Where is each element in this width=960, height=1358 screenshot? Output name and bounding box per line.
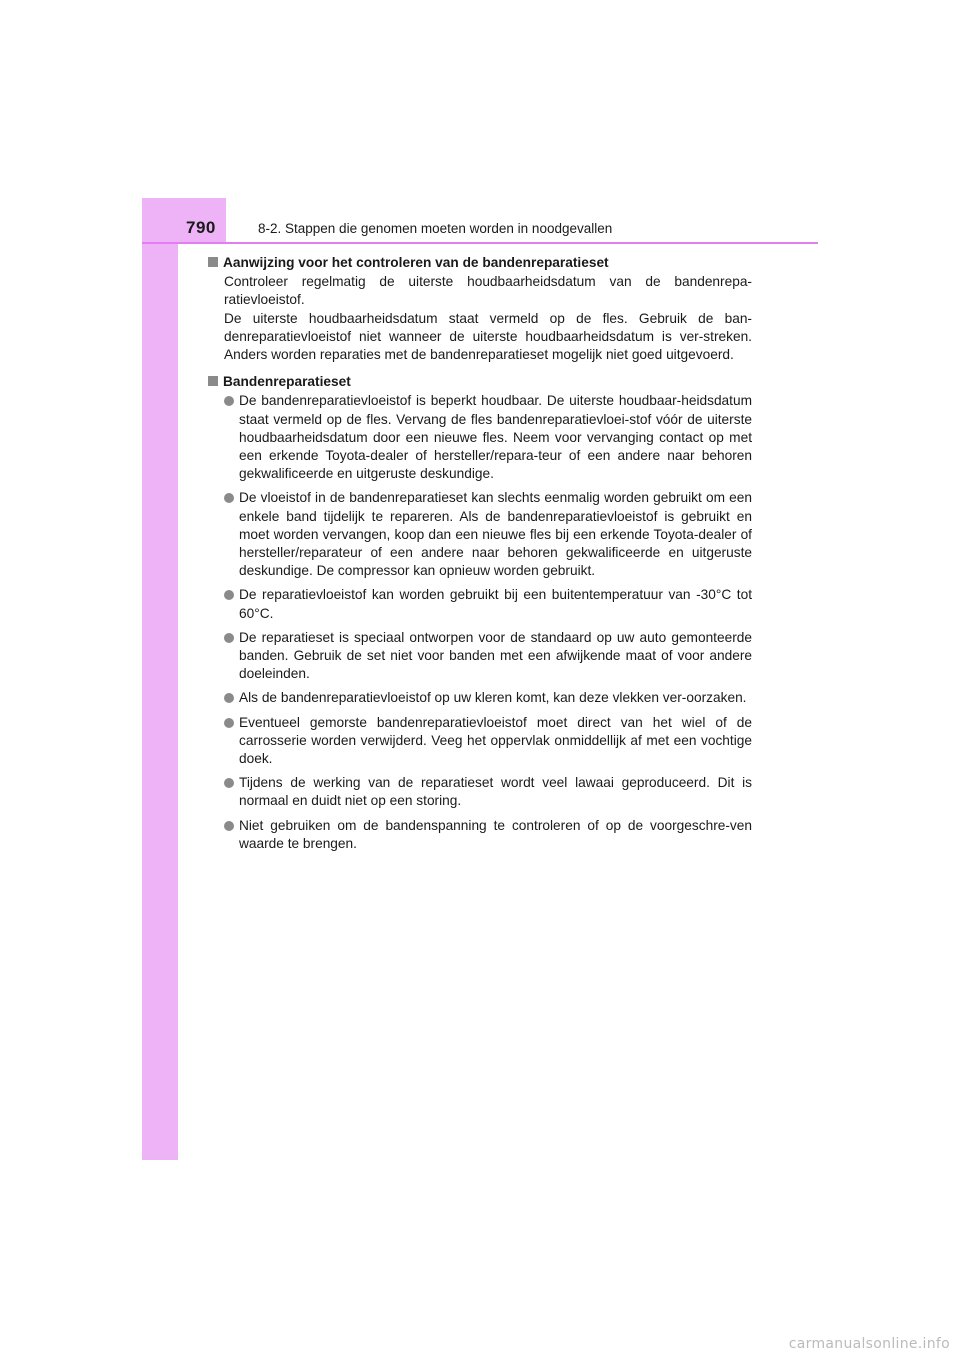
- list-item-text: De reparatieset is speciaal ontworpen voor de standaard op uw auto gemonteerde banden. Gebruik de set niet voor banden met een afwijkende maat of voor andere doeleinden.: [239, 629, 752, 682]
- list-item: [208, 586, 752, 622]
- section-heading: [208, 254, 752, 272]
- page-number: 790: [186, 218, 216, 237]
- paragraph: De uiterste houdbaarheidsdatum staat vermeld op de fles. Gebruik de ban-denreparatievloeistof niet wanneer de uiterste houdbaarheidsdatum is ver-streken. Anders worden reparaties met de bandenreparatieset mogelijk niet goed uitgevoerd.: [224, 310, 752, 363]
- round-bullet-icon: [224, 493, 234, 503]
- round-bullet-icon: [224, 821, 234, 831]
- square-bullet-icon: [208, 376, 218, 386]
- bullet-list: [208, 392, 752, 853]
- section-kit-check-note: [208, 254, 752, 364]
- list-item: [208, 714, 752, 769]
- list-item: [208, 774, 752, 810]
- side-color-band: [142, 198, 178, 1160]
- list-item: [208, 392, 752, 483]
- list-item-text: De vloeistof in de bandenreparatieset kan slechts eenmalig worden gebruikt om een enkele band tijdelijk te repareren. Als de bandenreparatievloeistof is gebruikt en moet worden vervangen, koop dan een nieuwe fles bij een erkende Toyota-dealer of hersteller/reparateur of een andere naar behoren gekwalificeerde en uitgeruste deskundige. De compressor kan opnieuw worden gebruikt.: [239, 490, 752, 579]
- page-content: [208, 254, 752, 862]
- round-bullet-icon: [224, 590, 234, 600]
- round-bullet-icon: [224, 718, 234, 728]
- paragraph: Controleer regelmatig de uiterste houdbaarheidsdatum van de bandenrepa-ratievloeistof.: [224, 274, 752, 308]
- section-repair-kit: [208, 373, 752, 853]
- list-item-text: Als de bandenreparatievloeistof op uw kleren komt, kan deze vlekken ver-oorzaken.: [239, 690, 747, 706]
- list-item: [208, 489, 752, 580]
- list-item-text: Niet gebruiken om de bandenspanning te controleren of op de voorgeschre-ven waarde te brengen.: [239, 817, 752, 851]
- round-bullet-icon: [224, 396, 234, 406]
- list-item-text: Tijdens de werking van de reparatieset wordt veel lawaai geproduceerd. Dit is normaal en duidt niet op een storing.: [239, 775, 752, 809]
- list-item-text: De reparatievloeistof kan worden gebruikt bij een buitentemperatuur van -30°C tot 60°C.: [239, 587, 752, 621]
- list-item-text: Eventueel gemorste bandenreparatievloeistof moet direct van het wiel of de carrosserie worden verwijderd. Veeg het oppervlak onmiddellijk af met een vochtige doek.: [239, 714, 752, 767]
- list-item: [208, 817, 752, 853]
- list-item-text: De bandenreparatievloeistof is beperkt houdbaar. De uiterste houdbaar-heidsdatum staat vermeld op de fles. Vervang de fles bandenreparatievloei-stof vóór de uiterste houdbaarheidsdatum door een nieuwe fles. Neem voor vervanging contact op met een erkende Toyota-dealer of hersteller/repara-teur of een andere naar behoren gekwalificeerde en uitgeruste deskundige.: [239, 393, 752, 482]
- section-heading: [208, 373, 752, 391]
- section-heading-text: Bandenreparatieset: [223, 374, 351, 390]
- watermark-link[interactable]: carmanualsonline.info: [788, 1336, 950, 1352]
- list-item: [208, 689, 752, 707]
- section-title: 8-2. Stappen die genomen moeten worden in noodgevallen: [258, 221, 613, 236]
- page-header: [142, 198, 818, 244]
- square-bullet-icon: [208, 257, 218, 267]
- round-bullet-icon: [224, 778, 234, 788]
- section-body: [208, 273, 752, 364]
- header-divider: [142, 242, 818, 244]
- list-item: [208, 629, 752, 684]
- round-bullet-icon: [224, 633, 234, 643]
- round-bullet-icon: [224, 693, 234, 703]
- section-heading-text: Aanwijzing voor het controleren van de bandenreparatieset: [223, 255, 609, 270]
